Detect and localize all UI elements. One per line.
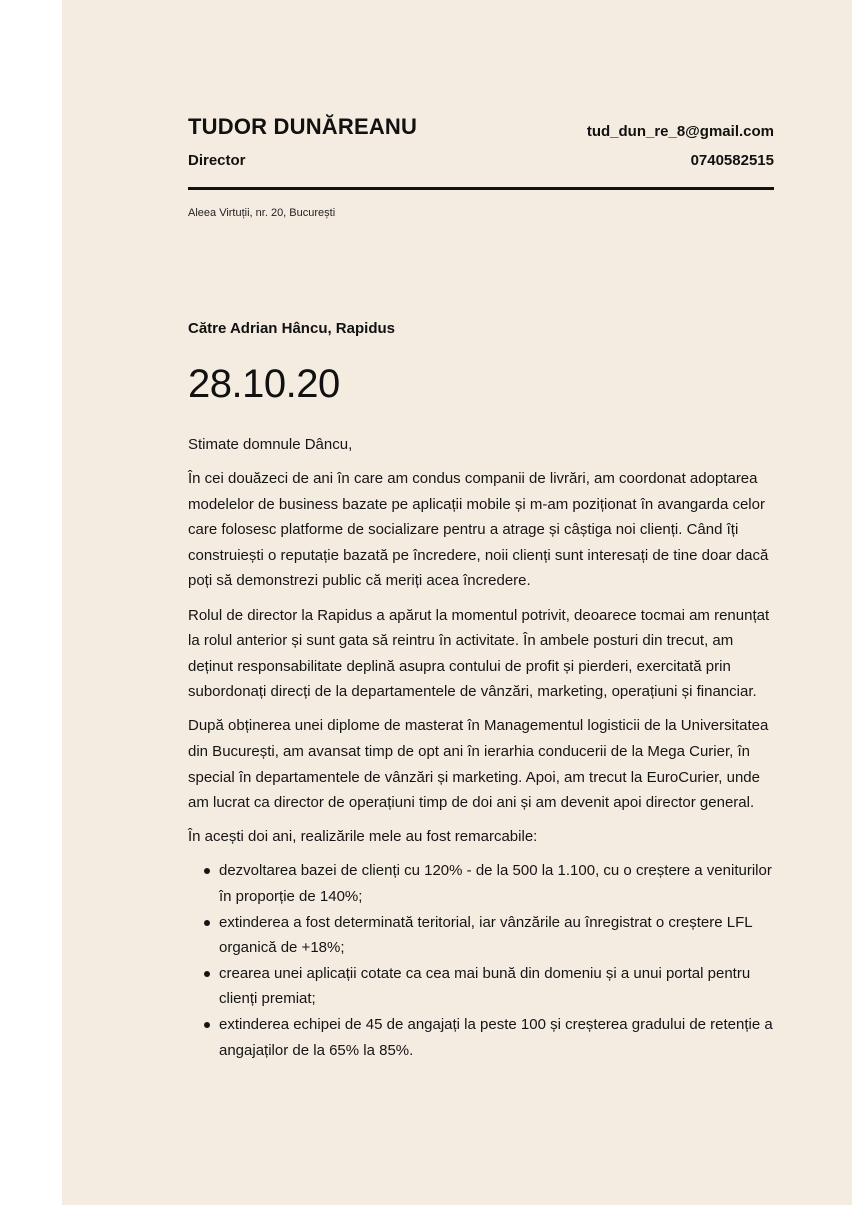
- achievements-intro: În acești doi ani, realizările mele au fost remarcabile:: [188, 828, 538, 846]
- salutation: Stimate domnule Dâncu,: [188, 436, 353, 453]
- body-paragraph: Rolul de director la Rapidus a apărut la momentul potrivit, deoarece tocmai am renunțat la rolul anterior și sunt gata să reintru în activitate. În ambele posturi din trecut, am deținut responsabilitate deplină asupra contului de profit și pierderi, exercitată prin subordonați direcți de la departamentele de vânzări, marketing, operațiuni și financiar.: [188, 606, 770, 701]
- achievement-item: [219, 961, 774, 1012]
- bullet-icon: [204, 920, 210, 926]
- achievement-item: [219, 858, 774, 909]
- achievement-text: dezvoltarea bazei de clienți cu 120% - de la 500 la 1.100, cu o creștere a veniturilor în proporție de 140%;: [219, 862, 772, 905]
- letter-page: [62, 0, 852, 1205]
- recipient-line: Către Adrian Hâncu, Rapidus: [188, 320, 395, 337]
- sender-email: tud_dun_re_8@gmail.com: [586, 123, 774, 140]
- bullet-icon: [204, 868, 210, 874]
- sender-role: Director: [188, 152, 246, 169]
- achievement-text: extinderea a fost determinată teritorial, iar vânzările au înregistrat o creștere LFL organică de +18%;: [219, 913, 753, 957]
- header-divider: [188, 187, 774, 190]
- sender-address: Aleea Virtuții, nr. 20, București: [188, 207, 336, 219]
- body-paragraph: În cei douăzeci de ani în care am condus companii de livrări, am coordonat adoptarea modelelor de business bazate pe aplicații mobile și m-am poziționat în avangarda celor care folosesc platforme de socializare pentru a atrage și câștiga noi clienți. Când îți construiești o reputație bazată pe încredere, noii clienți sunt interesați de tine doar dacă poți să demonstrezi public că meriți acea încredere.: [188, 470, 769, 590]
- letter-body: [188, 432, 774, 1063]
- letter-date: 28.10.20: [188, 362, 340, 406]
- bullet-icon: [204, 971, 210, 977]
- body-paragraph: După obținerea unei diplome de masterat în Managementul logisticii de la Universitatea din București, am avansat timp de opt ani în ierarhia conducerii de la Mega Curier, în special în departamentele de vânzări și marketing. Apoi, am trecut la EuroCurier, unde am lucrat ca director de operațiuni timp de doi ani și am devenit apoi director general.: [188, 717, 769, 812]
- letter-header: [188, 114, 774, 178]
- achievement-text: crearea unei aplicații cotate ca cea mai bună din domeniu și a unui portal pentru clienți premiat;: [219, 964, 751, 1008]
- achievement-text: extinderea echipei de 45 de angajați la peste 100 și creșterea gradului de retenție a angajaților de la 65% la 85%.: [219, 1015, 773, 1059]
- bullet-icon: [204, 1022, 210, 1028]
- sender-name: TUDOR DUNĂREANU: [188, 114, 418, 139]
- sender-phone: 0740582515: [690, 152, 774, 169]
- achievement-item: [219, 1012, 774, 1063]
- achievement-item: [219, 910, 774, 961]
- achievements-list: [188, 858, 774, 1063]
